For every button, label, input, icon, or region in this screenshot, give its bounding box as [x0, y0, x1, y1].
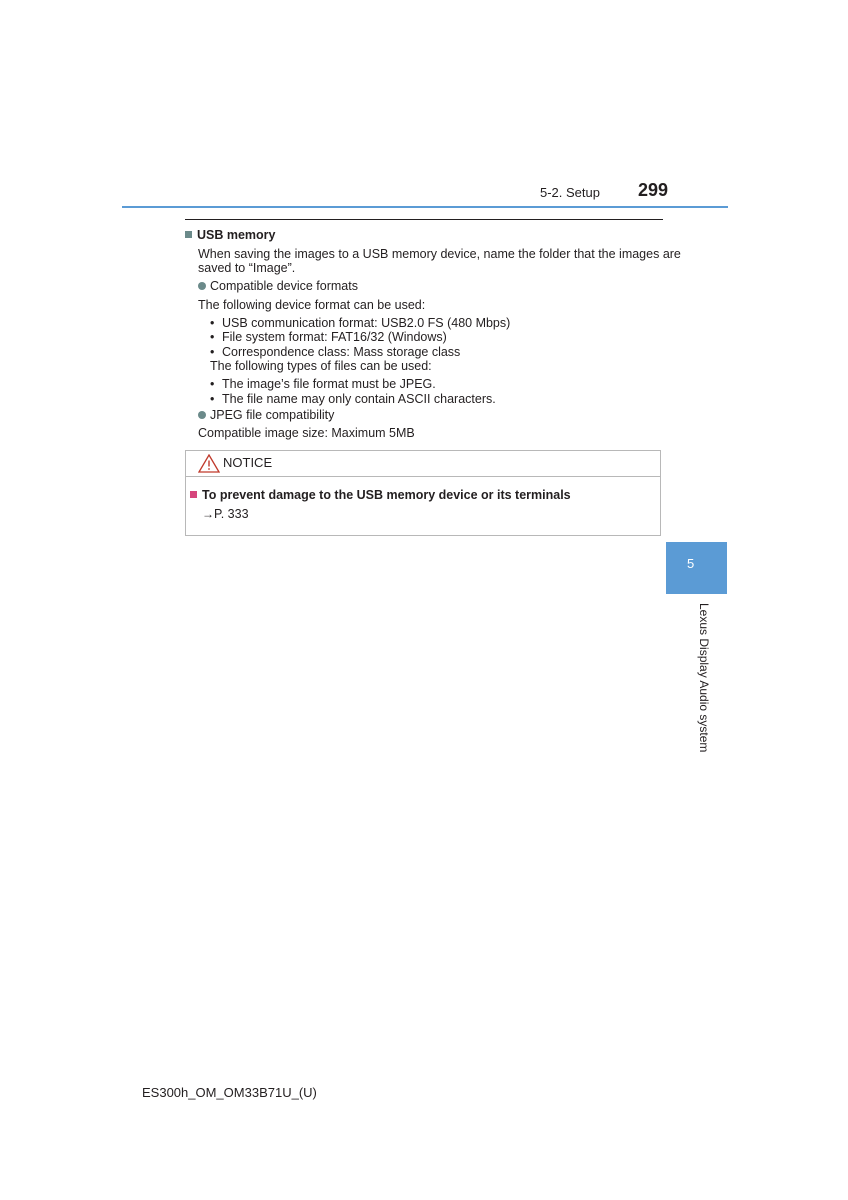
notice-header — [186, 451, 660, 477]
square-bullet-icon — [190, 491, 197, 498]
chapter-number: 5 — [687, 556, 695, 571]
jpeg-heading: JPEG file compatibility — [198, 408, 334, 423]
list-item: • USB communication format: USB2.0 FS (480 Mbps) — [210, 316, 511, 330]
content-rule — [185, 219, 663, 220]
dot-bullet-icon: • — [210, 316, 215, 330]
section-title: 5-2. Setup — [540, 185, 600, 200]
list-item: • Correspondence class: Mass storage class — [210, 345, 461, 359]
chapter-title: Lexus Display Audio system — [697, 603, 711, 753]
list-item: • The image’s file format must be JPEG. — [210, 377, 436, 391]
jpeg-text: Compatible image size: Maximum 5MB — [198, 426, 415, 440]
square-bullet-icon — [185, 231, 192, 238]
usb-intro-line1: When saving the images to a USB memory device, name the folder that the images are — [198, 247, 681, 261]
dot-bullet-icon: • — [210, 345, 215, 359]
chapter-tab[interactable] — [666, 542, 727, 594]
notice-label: NOTICE — [223, 455, 273, 470]
dot-bullet-icon: • — [210, 330, 215, 344]
files-intro: The following types of files can be used: — [210, 359, 432, 373]
formats-heading: Compatible device formats — [198, 279, 358, 294]
list-item: • The file name may only contain ASCII characters. — [210, 392, 496, 406]
dot-bullet-icon: • — [210, 377, 215, 391]
page-number: 299 — [638, 180, 669, 200]
usb-intro-line2: saved to “Image”. — [198, 261, 296, 275]
document-code: ES300h_OM_OM33B71U_(U) — [142, 1085, 317, 1100]
usb-heading: USB memory — [185, 228, 276, 243]
warning-triangle-icon — [198, 454, 220, 473]
list-item: • File system format: FAT16/32 (Windows) — [210, 330, 447, 344]
header-rule — [122, 206, 728, 208]
page-reference[interactable]: →P. 333 — [202, 507, 249, 521]
notice-item-title: To prevent damage to the USB memory device or its terminals — [190, 488, 571, 503]
circle-bullet-icon — [198, 282, 206, 290]
formats-intro: The following device format can be used: — [198, 298, 426, 312]
circle-bullet-icon — [198, 411, 206, 419]
arrow-right-icon: → — [202, 507, 214, 521]
dot-bullet-icon: • — [210, 392, 215, 406]
notice-box — [185, 450, 661, 536]
